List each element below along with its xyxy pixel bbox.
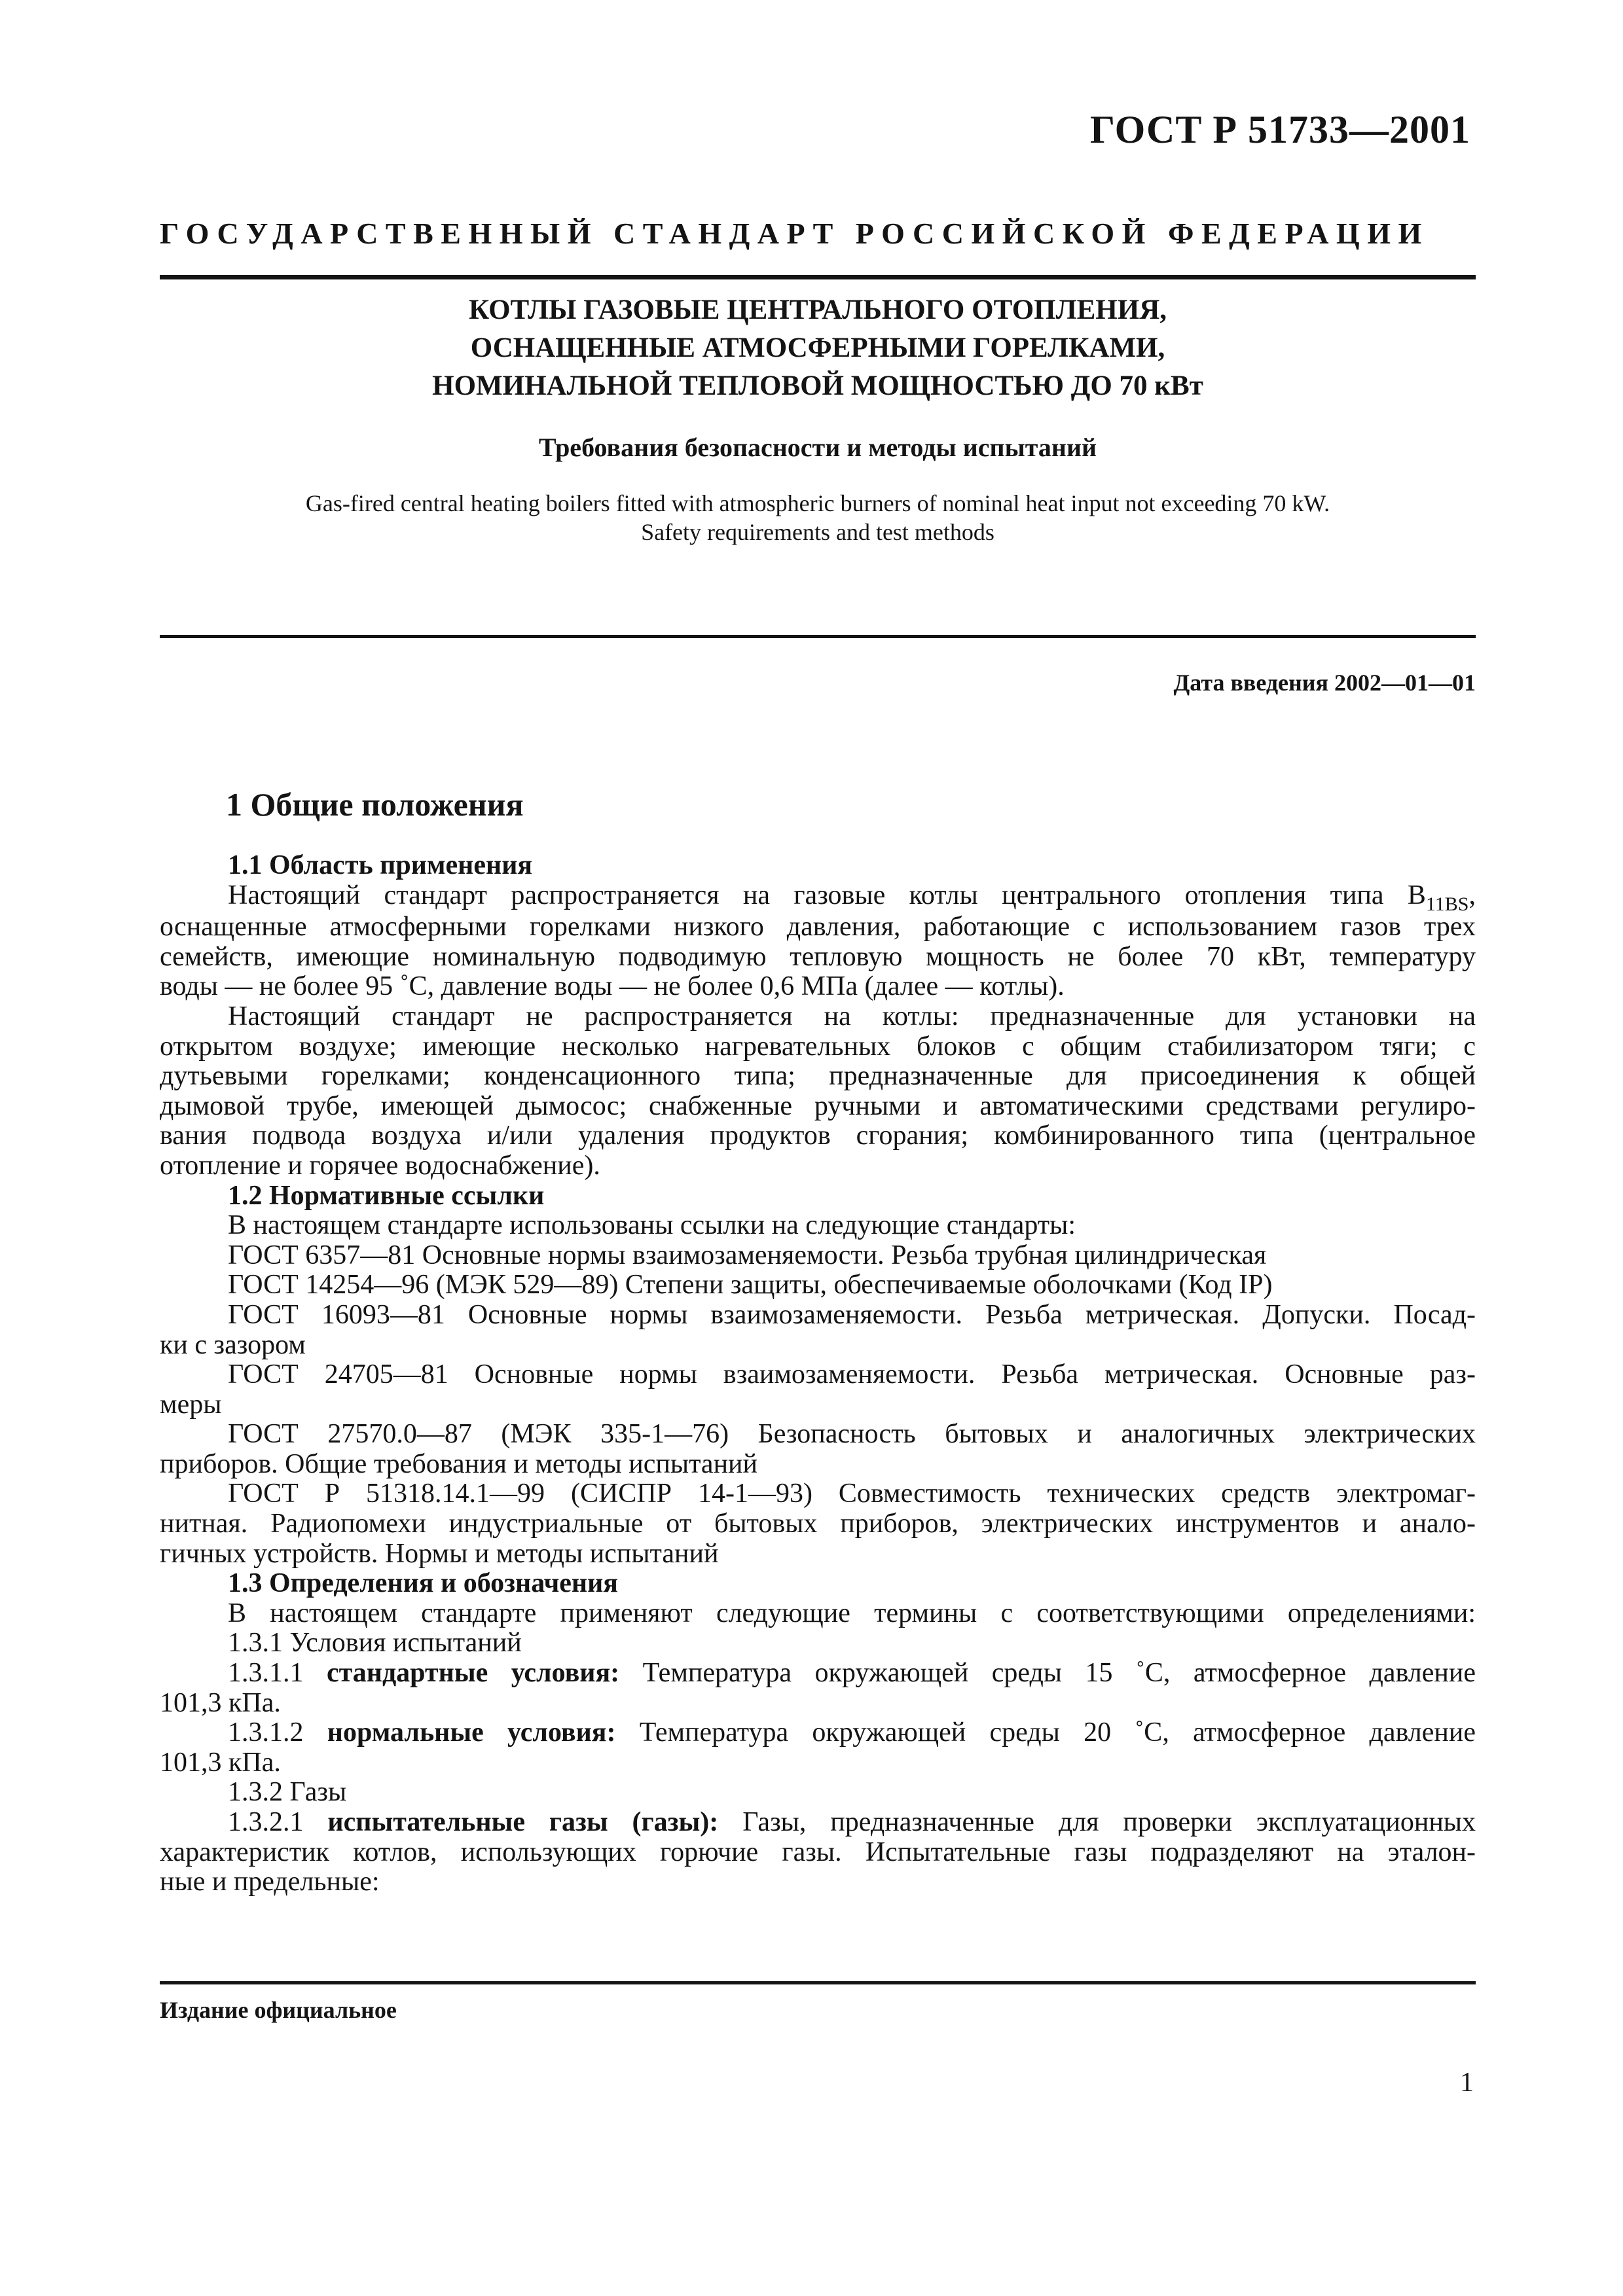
reference-line: ГОСТ Р 51318.14.1—99 (СИСПР 14-1—93) Совместимость технических средств электромаг- [228, 1479, 1476, 1509]
title-block [160, 291, 1476, 547]
clause-number: 1.3.1.1 [228, 1658, 304, 1689]
reference-line: приборов. Общие требования и методы испытаний [160, 1448, 758, 1479]
text-span: Настоящий стандарт распространяется на газовые котлы центрального отопления типа B [228, 880, 1426, 910]
text-line: дутьевыми горелками; конденсационного типа; предназначенные для присоединения к общей [160, 1061, 1476, 1092]
text-line: воды — не более 95 ˚С, давление воды — не более 0,6 МПа (далее — котлы). [160, 971, 1065, 1002]
subscript: 11BS [1425, 893, 1469, 915]
bottom-rule [160, 1981, 1476, 1984]
clause-heading: 1.3.1 Условия испытаний [228, 1628, 522, 1659]
text-line: В настоящем стандарте применяют следующие термины с соответствующими определениями: [228, 1598, 1476, 1628]
top-rule [160, 275, 1476, 279]
clause-number: 1.3.2.1 [228, 1807, 304, 1837]
definition-text: Температура окружающей среды 20 ˚С, атмосферное давление [639, 1717, 1476, 1748]
edition-label: Издание официальное [160, 1997, 397, 2023]
title-line: НОМИНАЛЬНОЙ ТЕПЛОВОЙ МОЩНОСТЬЮ ДО 70 кВт [432, 370, 1203, 401]
subsection-heading: 1.2 Нормативные ссылки [228, 1180, 545, 1211]
reference-line: нитная. Радиопомехи индустриальные от бытовых приборов, электрических инструментов и анало- [160, 1509, 1476, 1539]
subtitle: Требования безопасности и методы испытаний [538, 433, 1097, 462]
english-title [160, 489, 1476, 547]
english-title-line: Safety requirements and test methods [641, 519, 994, 545]
standard-number: ГОСТ Р 51733—2001 [1089, 108, 1470, 151]
definition-line [160, 1808, 1476, 1838]
subsection-heading: 1.1 Область применения [228, 850, 533, 880]
text-line: ные и предельные: [160, 1867, 380, 1897]
body-text [160, 851, 1476, 1897]
title-line: КОТЛЫ ГАЗОВЫЕ ЦЕНТРАЛЬНОГО ОТОПЛЕНИЯ, [468, 295, 1167, 325]
text-line: открытом воздухе; имеющие несколько нагревательных блоков с общим стабилизатором тяги; с [160, 1031, 1476, 1062]
definition-text: Температура окружающей среды 15 ˚С, атмосферное давление [642, 1658, 1476, 1689]
reference-line: ки с зазором [160, 1329, 306, 1360]
text-line: вания подвода воздуха и/или удаления продуктов сгорания; комбинированного типа (центральное [160, 1121, 1476, 1151]
term: испытательные газы (газы): [327, 1807, 719, 1837]
text-line: дымовой трубе, имеющей дымосос; снабженные ручными и автоматическими средствами регулиро- [160, 1090, 1476, 1121]
term: стандартные условия: [326, 1658, 620, 1689]
reference-line: ГОСТ 14254—96 (МЭК 529—89) Степени защиты, обеспечиваемые оболочками (Код IP) [228, 1270, 1273, 1300]
definition-line [160, 1718, 1476, 1748]
text-line: 101,3 кПа. [160, 1747, 281, 1778]
text-line: семейств, имеющие номинальную подводимую тепловую мощность не более 70 кВт, температуру [160, 941, 1476, 972]
english-title-line: Gas-fired central heating boilers fitted with atmospheric burners of nominal heat input not exceeding 70 kW. [305, 490, 1330, 516]
text-line: Настоящий стандарт не распространяется на котлы: предназначенные для установки на [228, 1001, 1476, 1031]
subsection-heading: 1.3 Определения и обозначения [228, 1568, 619, 1599]
reference-line: ГОСТ 24705—81 Основные нормы взаимозаменяемости. Резьба метрическая. Основные раз- [228, 1359, 1476, 1390]
reference-line: ГОСТ 16093—81 Основные нормы взаимозаменяемости. Резьба метрическая. Допуски. Посад- [228, 1299, 1476, 1330]
reference-line: ГОСТ 27570.0—87 (МЭК 335-1—76) Безопасность бытовых и аналогичных электрических [228, 1419, 1476, 1450]
text-line: В настоящем стандарте использованы ссылки на следующие стандарты: [228, 1210, 1076, 1241]
section-heading: 1 Общие положения [226, 786, 524, 823]
reference-line: гичных устройств. Нормы и методы испытаний [160, 1538, 719, 1569]
text-line: оснащенные атмосферными горелками низкого давления, работающие с использованием газов трех [160, 912, 1476, 942]
text-line: характеристик котлов, использующих горючие газы. Испытательные газы подразделяют на эталон- [160, 1837, 1476, 1867]
definition-text: Газы, предназначенные для проверки эксплуатационных [742, 1807, 1476, 1837]
reference-line: меры [160, 1389, 222, 1420]
definition-line [160, 1659, 1476, 1689]
text-line [160, 881, 1476, 913]
clause-heading: 1.3.2 Газы [228, 1777, 347, 1808]
text-line: отопление и горячее водоснабжение). [160, 1150, 600, 1181]
term: нормальные условия: [327, 1717, 616, 1748]
text-span: , [1468, 880, 1476, 910]
standard-header: ГОСУДАРСТВЕННЫЙ СТАНДАРТ РОССИЙСКОЙ ФЕДЕРАЦИИ [160, 217, 1429, 250]
clause-number: 1.3.1.2 [228, 1717, 304, 1748]
text-line: 101,3 кПа. [160, 1687, 281, 1718]
middle-rule [160, 635, 1476, 638]
introduction-date: Дата введения 2002—01—01 [1173, 670, 1476, 696]
reference-line: ГОСТ 6357—81 Основные нормы взаимозаменяемости. Резьба трубная цилиндрическая [228, 1240, 1267, 1270]
page-number: 1 [1460, 2068, 1474, 2098]
title-line: ОСНАЩЕННЫЕ АТМОСФЕРНЫМИ ГОРЕЛКАМИ, [470, 332, 1165, 363]
